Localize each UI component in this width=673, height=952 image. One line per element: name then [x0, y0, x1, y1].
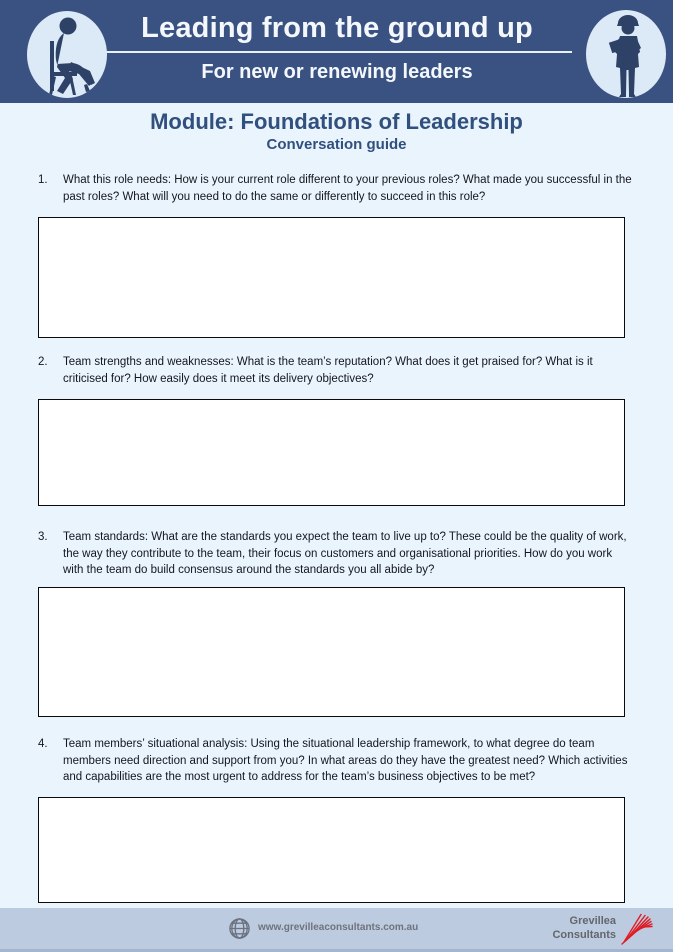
question-2 [38, 354, 632, 387]
question-1-number: 1. [38, 174, 48, 186]
globe-icon [228, 917, 251, 940]
answer-box-3[interactable] [38, 587, 625, 717]
question-4-text: Team members’ situational analysis: Using the situational leadership framework, to what degree do team members need direction and support from you? In what areas do they have the greatest need? Which activities and capabilities are the most urgent to address for the team’s business objectives to be met? [63, 738, 628, 783]
brand-line-1: Grevillea [569, 915, 616, 927]
header-right-oval [586, 10, 666, 98]
seated-woman-silhouette-icon [27, 11, 107, 98]
question-2-text: Team strengths and weaknesses: What is the team’s reputation? What does it get praised for? What is it criticised for? How easily does it meet its delivery objectives? [63, 356, 593, 385]
question-4-number: 4. [38, 738, 48, 750]
question-2-number: 2. [38, 356, 48, 368]
module-title: Module: Foundations of Leadership [150, 109, 523, 134]
header-title: Leading from the ground up [141, 12, 533, 44]
standing-worker-silhouette-icon [586, 10, 666, 98]
answer-box-2[interactable] [38, 399, 625, 506]
module-subtitle: Conversation guide [266, 136, 407, 153]
question-3-number: 3. [38, 531, 48, 543]
question-1 [38, 172, 632, 205]
question-3 [38, 529, 632, 579]
brand-name [552, 914, 616, 942]
question-3-text: Team standards: What are the standards you expect the team to live up to? These could be the quality of work, the way they contribute to the team, their focus on customers and organisational priorities. How do you work with the team do build consensus around the standards you all abide by? [63, 531, 627, 576]
brand-line-2: Consultants [552, 929, 616, 941]
header-divider-line [104, 51, 572, 53]
header-left-oval [27, 11, 107, 98]
header-subtitle: For new or renewing leaders [201, 61, 473, 83]
footer-band [0, 908, 673, 952]
answer-box-4[interactable] [38, 797, 625, 903]
question-4 [38, 736, 632, 786]
grevillea-fern-icon [619, 913, 653, 947]
answer-box-1[interactable] [38, 217, 625, 338]
website-url[interactable]: www.grevilleaconsultants.com.au [258, 922, 419, 933]
question-1-text: What this role needs: How is your current role different to your previous roles? What made you successful in the past roles? What will you need to do the same or differently to succeed in this role? [63, 174, 632, 203]
header-banner [0, 0, 673, 103]
